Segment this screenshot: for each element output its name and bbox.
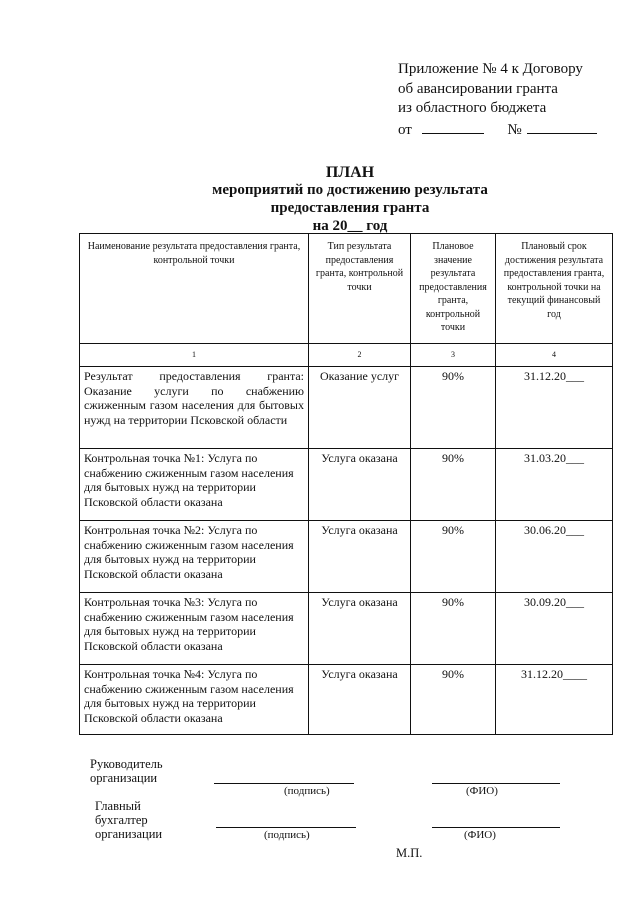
column-number: 4 bbox=[496, 344, 613, 367]
accountant-signature-line bbox=[216, 827, 356, 828]
column-number: 1 bbox=[80, 344, 309, 367]
number-blank bbox=[527, 119, 597, 134]
appendix-date-line bbox=[398, 119, 597, 141]
row-date: 31.03.20___ bbox=[496, 449, 613, 521]
column-number: 3 bbox=[411, 344, 496, 367]
plan-table bbox=[79, 233, 613, 735]
header-type: Тип результата предоставления гранта, контрольной точки bbox=[309, 234, 411, 344]
date-blank bbox=[422, 119, 484, 134]
header-deadline: Плановый срок достижения результата предоставления гранта, контрольной точки на текущий финансовый год bbox=[496, 234, 613, 344]
number-prefix: № bbox=[507, 121, 522, 138]
row-value: 90% bbox=[411, 367, 496, 449]
head-name-caption: (ФИО) bbox=[466, 785, 498, 797]
table-row bbox=[80, 521, 613, 593]
table-header-row bbox=[80, 234, 613, 344]
plan-subtitle-2: предоставления гранта bbox=[270, 200, 430, 216]
appendix-line-3: из областного бюджета bbox=[398, 100, 547, 116]
accountant-label bbox=[95, 799, 162, 841]
appendix-line-2: об авансировании гранта bbox=[398, 80, 558, 97]
row-name: Результат предоставления гранта: Оказание услуги по снабжению сжиженным газом населения для бытовых нужд на территории Псковской области bbox=[80, 367, 309, 449]
header-value: Плановое значение результата предоставления гранта, контрольной точки bbox=[411, 234, 496, 344]
plan-year: на 20__ год bbox=[312, 218, 388, 234]
column-number-row bbox=[80, 344, 613, 367]
table-row bbox=[80, 449, 613, 521]
head-label-line-1: Руководитель bbox=[90, 757, 163, 771]
row-type: Услуга оказана bbox=[309, 449, 411, 521]
row-type: Услуга оказана bbox=[309, 593, 411, 665]
accountant-name-caption: (ФИО) bbox=[464, 829, 496, 841]
row-value: 90% bbox=[411, 665, 496, 735]
head-signature-caption: (подпись) bbox=[284, 785, 330, 797]
row-name: Контрольная точка №4: Услуга по снабжению сжиженным газом населения для бытовых нужд на территории Псковской области оказана bbox=[80, 665, 309, 735]
appendix-header bbox=[398, 60, 597, 140]
table-row bbox=[80, 665, 613, 735]
row-value: 90% bbox=[411, 521, 496, 593]
row-name: Контрольная точка №3: Услуга по снабжению сжиженным газом населения для бытовых нужд на территории Псковской области оказана bbox=[80, 593, 309, 665]
row-date: 31.12.20____ bbox=[496, 665, 613, 735]
row-date: 31.12.20___ bbox=[496, 367, 613, 449]
row-type: Оказание услуг bbox=[309, 367, 411, 449]
date-prefix: от bbox=[398, 121, 412, 138]
header-name: Наименование результата предоставления гранта, контрольной точки bbox=[80, 234, 309, 344]
accountant-label-line-1: Главный bbox=[95, 799, 141, 813]
plan-title: ПЛАН bbox=[325, 164, 375, 181]
row-name: Контрольная точка №2: Услуга по снабжению сжиженным газом населения для бытовых нужд на территории Псковской области оказана bbox=[80, 521, 309, 593]
accountant-name-line bbox=[432, 827, 560, 828]
row-date: 30.06.20___ bbox=[496, 521, 613, 593]
plan-subtitle-1: мероприятий по достижению результата bbox=[212, 182, 488, 198]
row-name: Контрольная точка №1: Услуга по снабжению сжиженным газом населения для бытовых нужд на территории Псковской области оказана bbox=[80, 449, 309, 521]
row-type: Услуга оказана bbox=[309, 665, 411, 735]
table-row bbox=[80, 367, 613, 449]
column-number: 2 bbox=[309, 344, 411, 367]
table-row bbox=[80, 593, 613, 665]
head-label bbox=[90, 757, 163, 785]
accountant-label-line-2: бухгалтер bbox=[95, 813, 148, 827]
stamp-place: М.П. bbox=[396, 846, 423, 860]
head-name-line bbox=[432, 783, 560, 784]
row-date: 30.09.20___ bbox=[496, 593, 613, 665]
accountant-signature-caption: (подпись) bbox=[264, 829, 310, 841]
row-type: Услуга оказана bbox=[309, 521, 411, 593]
head-signature-line bbox=[214, 783, 354, 784]
row-value: 90% bbox=[411, 593, 496, 665]
accountant-label-line-3: организации bbox=[95, 827, 163, 841]
row-value: 90% bbox=[411, 449, 496, 521]
head-label-line-2: организации bbox=[90, 771, 158, 785]
appendix-line-1: Приложение № 4 к Договору bbox=[398, 61, 583, 77]
